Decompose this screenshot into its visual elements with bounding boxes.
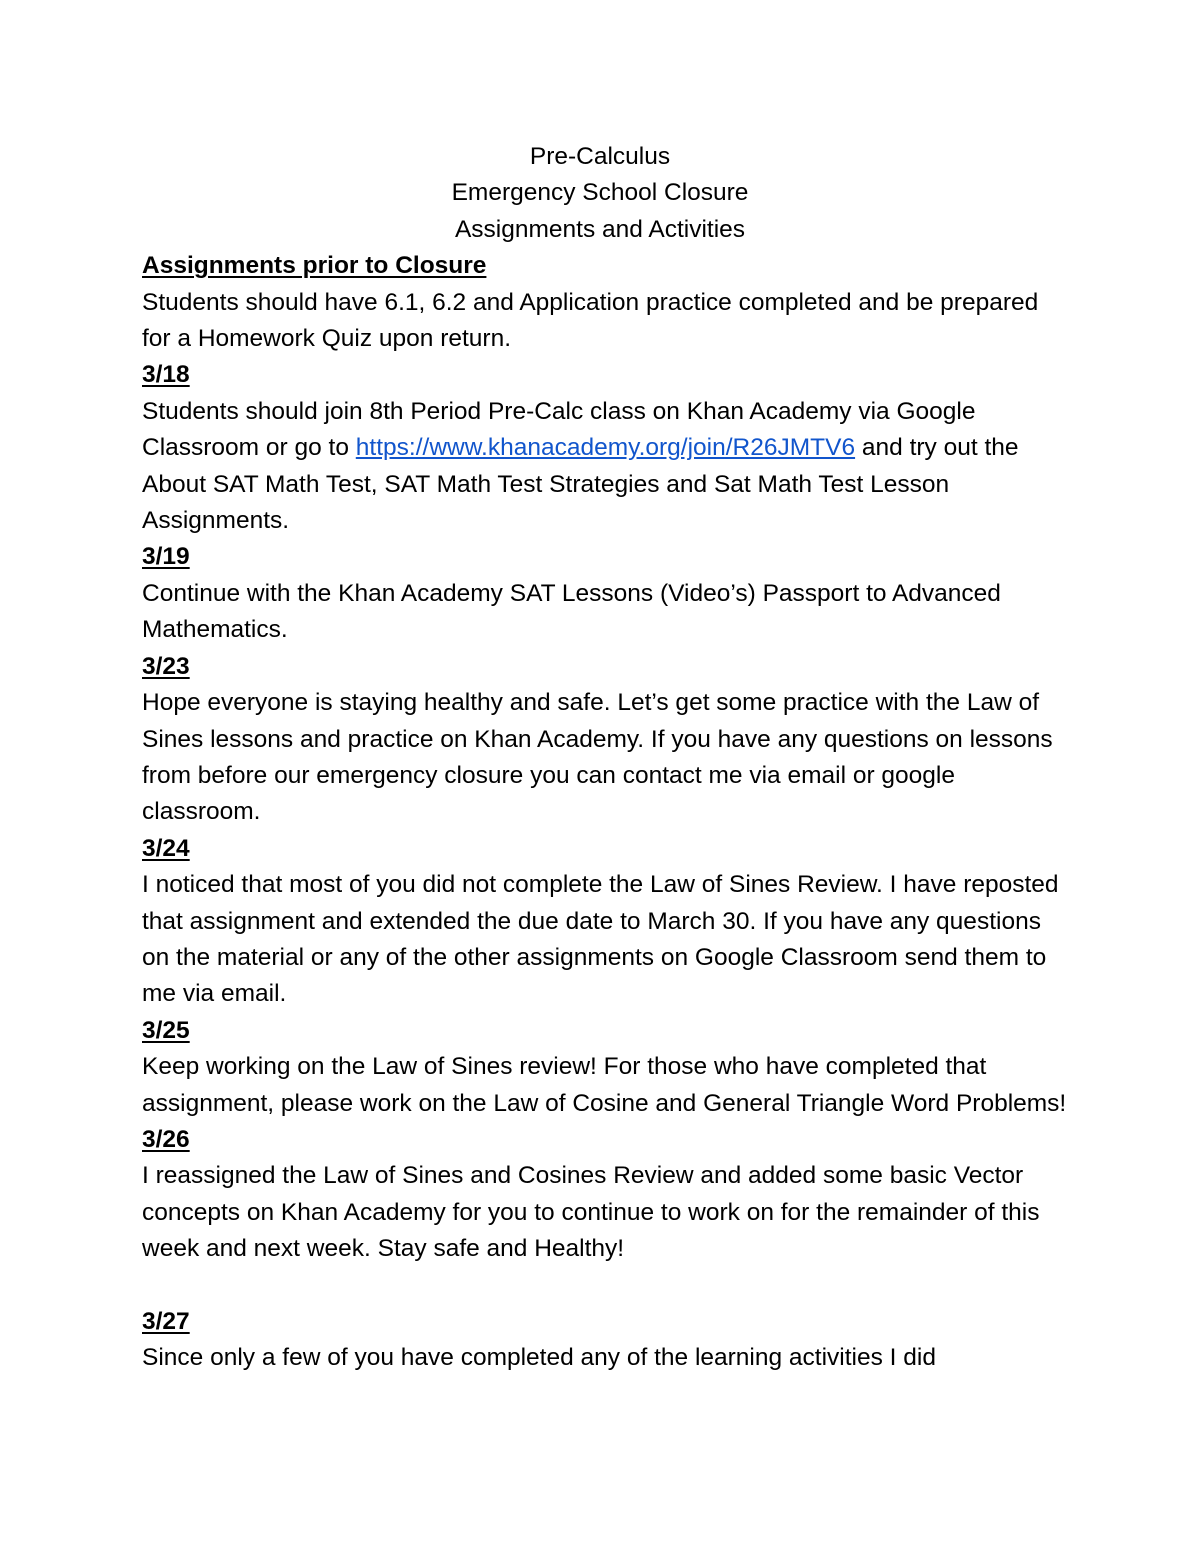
- section-text-3-26: I reassigned the Law of Sines and Cosines Review and added some basic Vector concepts on Khan Academy for you to continue to work on for the remainder of this week and next week. Stay safe and Healthy!: [142, 1162, 1040, 1263]
- section-text-3-27: Since only a few of you have completed any of the learning activities I did: [142, 1344, 936, 1372]
- section-heading-3-25: 3/25: [142, 1016, 190, 1044]
- section-heading-3-24: 3/24: [142, 834, 190, 862]
- section-text-3-18-before: Students should join 8th Period Pre-Calc class on Khan Academy via Google Classroom or go to: [142, 397, 976, 462]
- section-text-3-18-after: and try out the About SAT Math Test, SAT Math Test Strategies and Sat Math Test Lesson Assignments.: [142, 434, 1019, 535]
- section-heading-3-19: 3/19: [142, 543, 190, 571]
- document-page: [142, 139, 1072, 1377]
- section-text-3-24: I noticed that most of you did not complete the Law of Sines Review. I have reposted that assignment and extended the due date to March 30. If you have any questions on the material or any of the other assignments on Google Classroom send them to me via email.: [142, 871, 1059, 1008]
- document-title: [142, 139, 1058, 248]
- khan-academy-join-link[interactable]: https://www.khanacademy.org/join/R26JMTV6: [355, 434, 856, 462]
- course-title: Pre-Calculus: [529, 143, 671, 170]
- section-text-3-23: Hope everyone is staying healthy and safe. Let’s get some practice with the Law of Sines lessons and practice on Khan Academy. If you have any questions on lessons from before our emergency closure you can contact me via email or google classroom.: [142, 689, 1053, 826]
- document-subtitle: Emergency School Closure: [451, 179, 749, 207]
- section-heading-3-18: 3/18: [142, 361, 190, 389]
- blank-line: [142, 1268, 1072, 1304]
- section-text-prior: Students should have 6.1, 6.2 and Application practice completed and be prepared for a Homework Quiz upon return.: [142, 288, 1039, 353]
- section-heading-3-26: 3/26: [142, 1125, 190, 1153]
- section-heading-3-27: 3/27: [142, 1307, 190, 1335]
- document-subtitle-2: Assignments and Activities: [454, 215, 746, 243]
- section-text-3-25: Keep working on the Law of Sines review! For those who have completed that assignment, please work on the Law of Cosine and General Triangle Word Problems!: [142, 1053, 1067, 1117]
- section-heading-3-23: 3/23: [142, 652, 190, 680]
- section-text-3-19: Continue with the Khan Academy SAT Lessons (Video’s) Passport to Advanced Mathematics.: [142, 579, 1001, 644]
- section-text-3-18: [142, 394, 1072, 540]
- section-heading-prior: Assignments prior to Closure: [142, 252, 487, 280]
